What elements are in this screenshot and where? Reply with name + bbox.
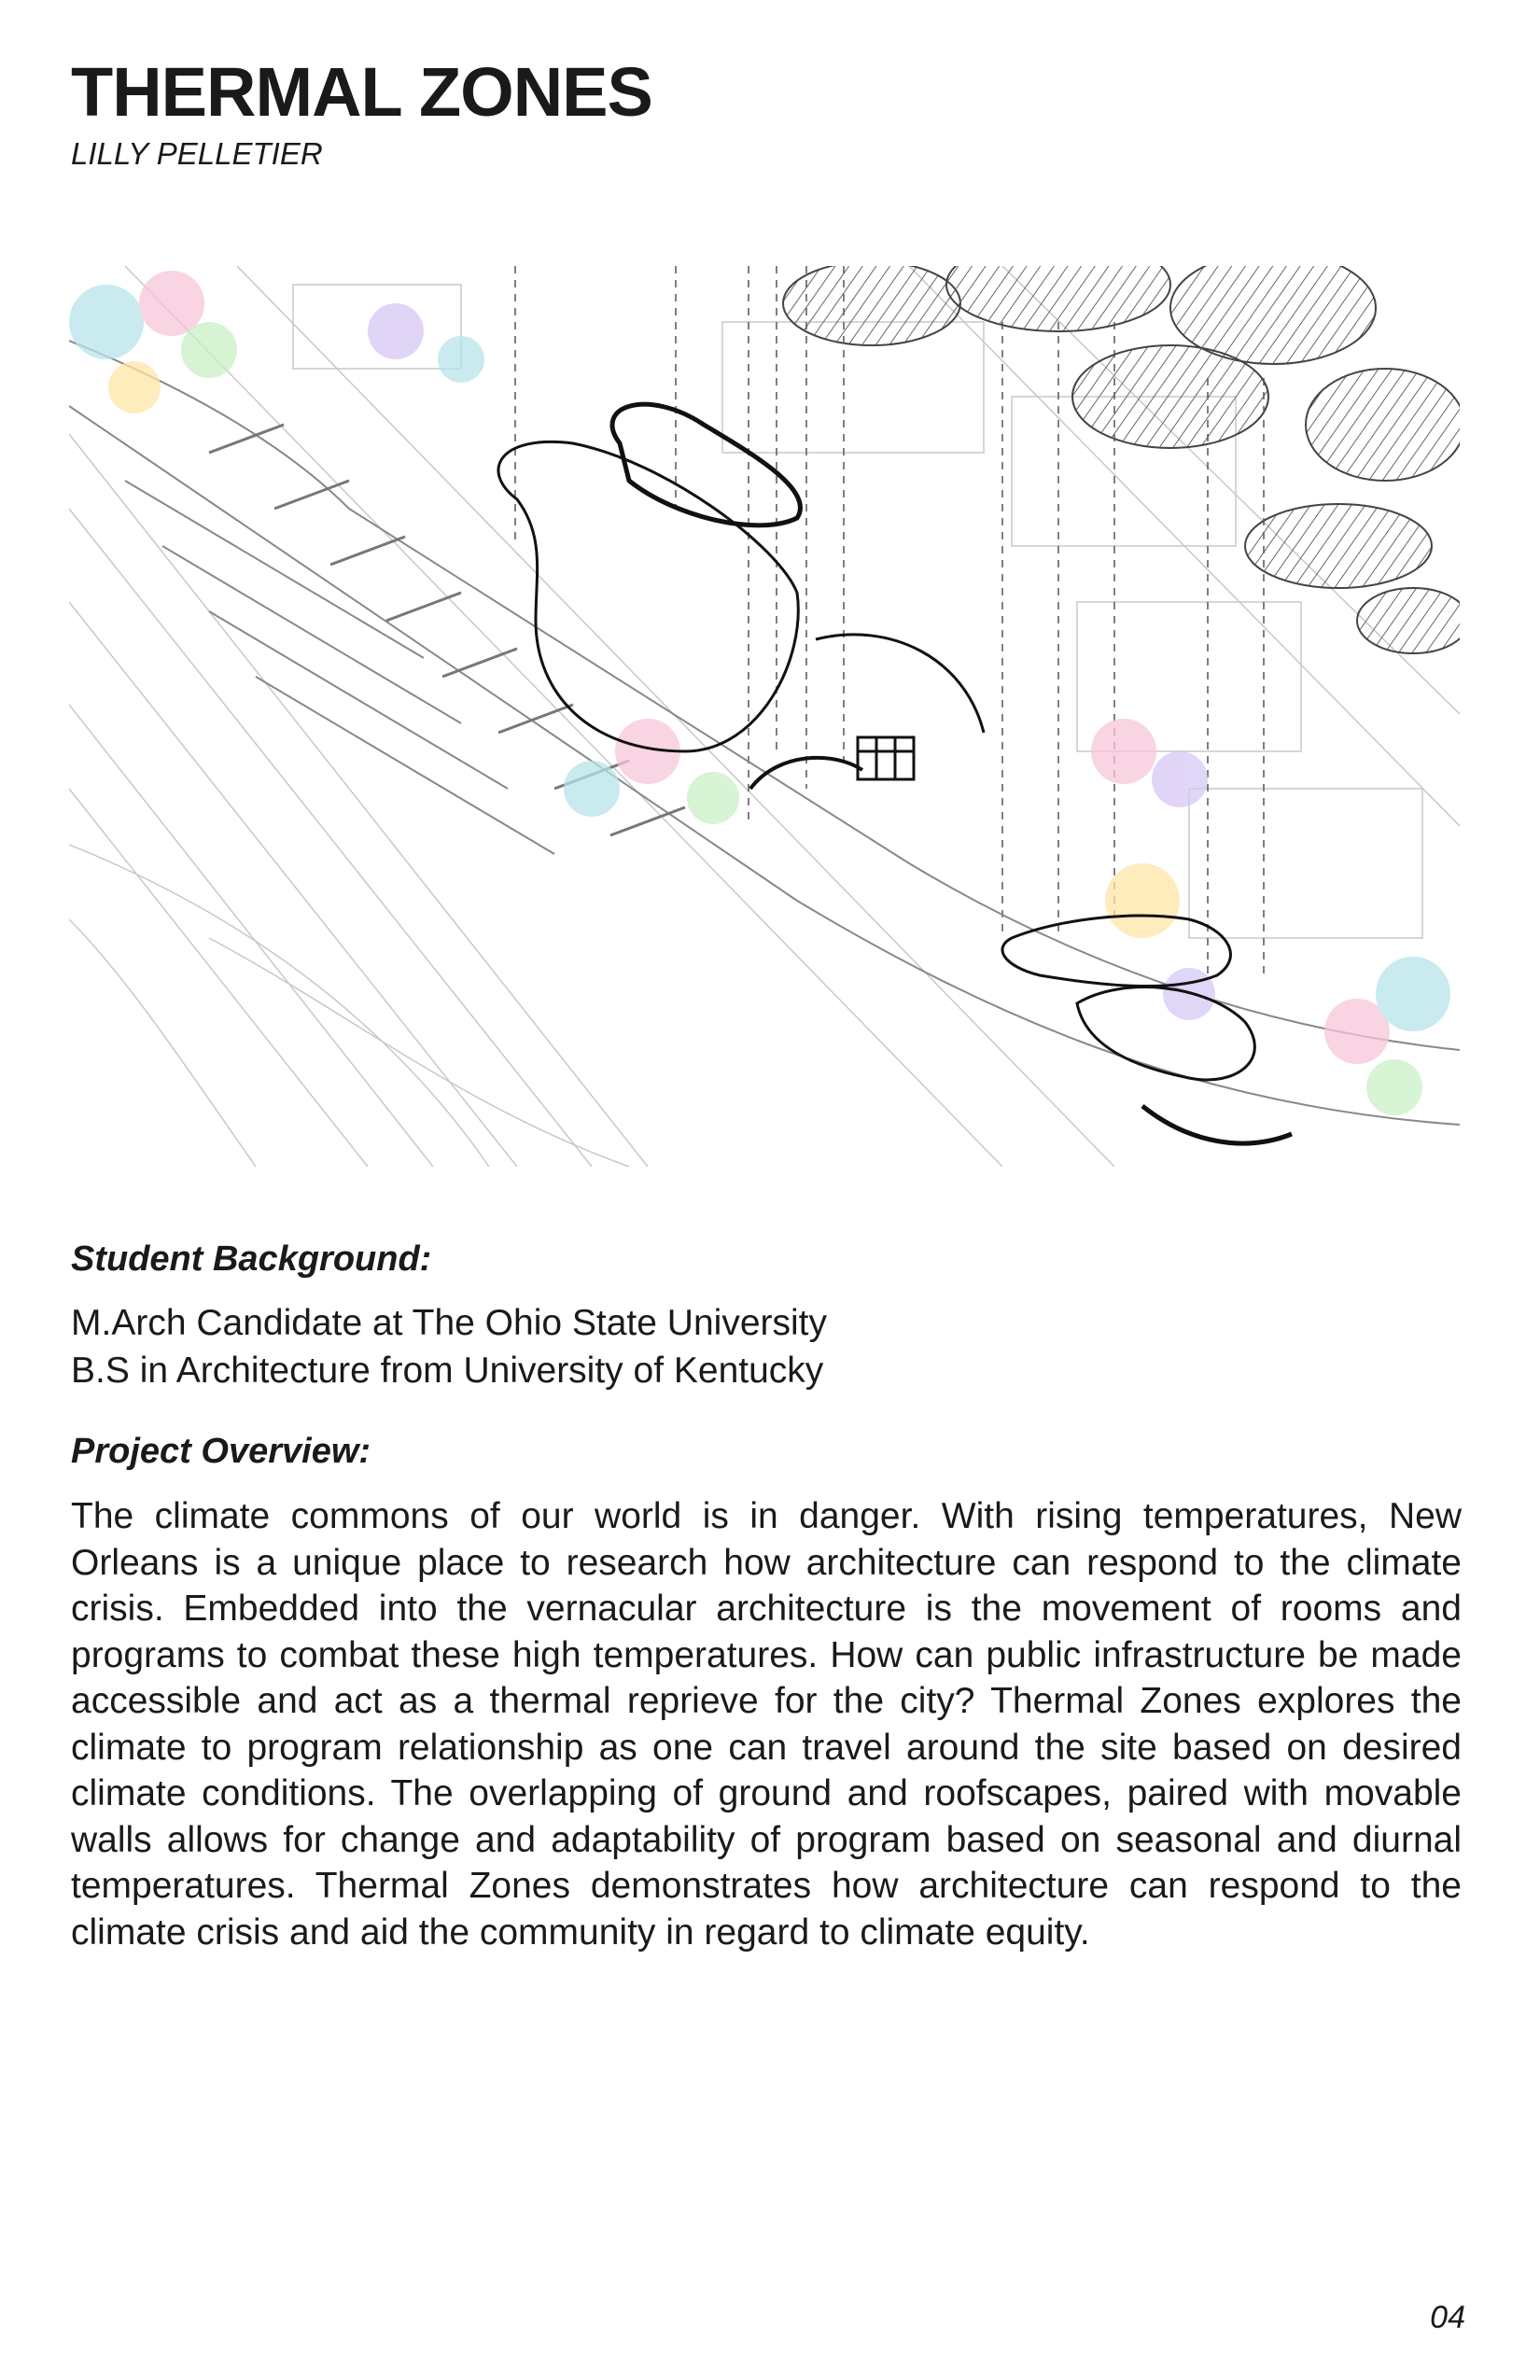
project-overview-text: The climate commons of our world is in danger. With rising temperatures, New Orleans is a unique place to research how architecture can respond to the climate crisis. Embedded into the vernacular architecture is the movement of rooms and programs to combat these high temperatures. How can public infrastructure be made accessible and act as a thermal reprieve for the city? Thermal Zones explores the climate to program relationship as one can travel around the site based on desired climate conditions. The overlapping of ground and roofscapes, paired with movable walls allows for change and adaptability of program based on seasonal and diurnal temperatures. Thermal Zones demonstrates how architecture can respond to the climate crisis and aid the community in regard to climate equity. bbox=[71, 1496, 1462, 1953]
student-background-heading: Student Background: bbox=[71, 1239, 432, 1279]
background-line: M.Arch Candidate at The Ohio State University bbox=[71, 1303, 827, 1343]
axonometric-site-drawing bbox=[69, 266, 1460, 1167]
site-drawing-svg bbox=[69, 266, 1460, 1167]
student-background-list bbox=[71, 1299, 827, 1394]
background-line: B.S in Architecture from University of Kentucky bbox=[71, 1351, 824, 1391]
page-title: THERMAL ZONES bbox=[71, 53, 652, 131]
author-name: LILLY PELLETIER bbox=[71, 136, 323, 171]
page-number: 04 bbox=[1430, 2300, 1465, 2335]
project-overview-heading: Project Overview: bbox=[71, 1432, 371, 1471]
